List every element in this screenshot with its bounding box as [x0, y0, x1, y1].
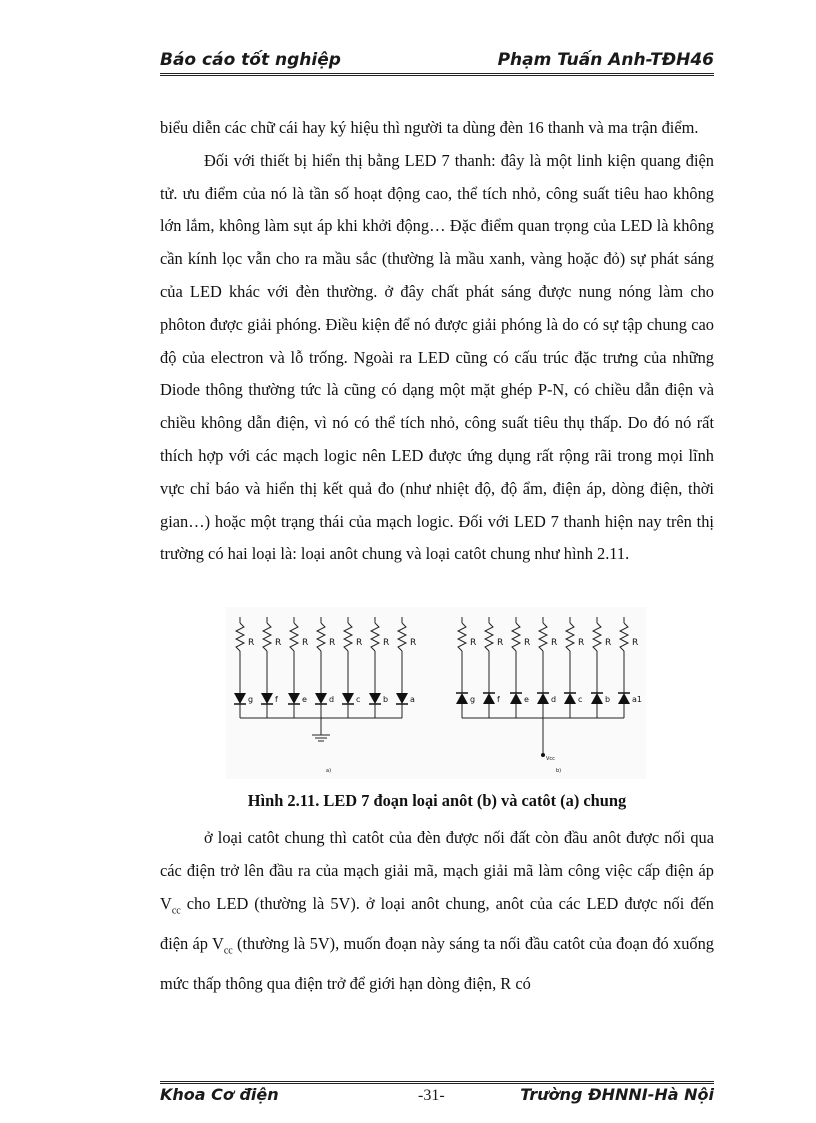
- vcc-terminal: [541, 753, 545, 757]
- left-segment-label-6: a: [410, 695, 415, 704]
- left-resistor-4: [344, 623, 352, 651]
- figure-caption: Hình 2.11. LED 7 đoạn loại anôt (b) và catôt (a) chung: [247, 791, 627, 810]
- circuit-diagram: [226, 607, 646, 779]
- right-resistor-0: [458, 623, 466, 651]
- left-resistor-3: [317, 623, 325, 651]
- left-resistor-label-0: R: [248, 638, 255, 648]
- right-resistor-6: [620, 623, 628, 651]
- left-diode-2: [288, 693, 300, 704]
- left-segment-label-3: d: [329, 695, 335, 704]
- left-resistor-6: [398, 623, 406, 651]
- right-segment-label-4: c: [578, 695, 583, 704]
- left-resistor-5: [371, 623, 379, 651]
- page-number: -31-: [418, 1087, 445, 1104]
- right-resistor-label-0: R: [470, 638, 477, 648]
- header-author: Phạm Tuấn Anh-TĐH46: [497, 50, 714, 70]
- footer-university: Trường ĐHNNI-Hà Nội: [520, 1085, 714, 1104]
- footer-rule: [160, 1081, 714, 1084]
- left-sub-label: a): [326, 768, 332, 774]
- left-diode-4: [342, 693, 354, 704]
- left-diode-6: [396, 693, 408, 704]
- right-segment-label-5: b: [605, 695, 611, 704]
- left-diode-1: [261, 693, 273, 704]
- left-resistor-label-4: R: [356, 638, 363, 648]
- right-segment-label-2: e: [524, 695, 529, 704]
- right-diode-3: [537, 693, 549, 704]
- right-resistor-3: [539, 623, 547, 651]
- right-resistor-label-5: R: [605, 638, 612, 648]
- para3-sub-2: cc: [223, 944, 233, 956]
- vcc-label: Vcc: [546, 756, 555, 762]
- right-resistor-label-2: R: [524, 638, 531, 648]
- right-resistor-label-6: R: [632, 638, 639, 648]
- right-diode-4: [564, 693, 576, 704]
- paragraph-continued: biểu diễn các chữ cái hay ký hiệu thì người ta dùng đèn 16 thanh và ma trận điểm.: [160, 118, 699, 137]
- right-diode-0: [456, 693, 468, 704]
- page-footer: [160, 1085, 714, 1107]
- right-resistor-label-4: R: [578, 638, 585, 648]
- right-diode-2: [510, 693, 522, 704]
- left-resistor-label-5: R: [383, 638, 390, 648]
- body-text-2: [160, 822, 714, 1001]
- right-segment-label-3: d: [551, 695, 557, 704]
- para3-text-2: cho LED (thường là 5V). ở loại anôt chung, anôt của các LED được nối đến điện áp V: [160, 893, 714, 953]
- right-resistor-label-1: R: [497, 638, 504, 648]
- right-resistor-4: [566, 623, 574, 651]
- left-segment-label-4: c: [356, 695, 361, 704]
- figure-led-7-segment-circuit: [226, 607, 646, 779]
- left-segment-label-5: b: [383, 695, 389, 704]
- left-segment-label-1: f: [275, 695, 278, 704]
- paragraph-common-cathode: [160, 822, 714, 1001]
- right-resistor-1: [485, 623, 493, 651]
- para3-sub-1: cc: [171, 904, 181, 916]
- right-diode-1: [483, 693, 495, 704]
- left-resistor-label-6: R: [410, 638, 417, 648]
- left-diode-3: [315, 693, 327, 704]
- paragraph-led-7-segment: Đối với thiết bị hiển thị bằng LED 7 thanh: đây là một linh kiện quang điện tử. ưu điểm của nó là tần số hoạt động cao, thể tích nhỏ, công suất tiêu hao không lớn lắm, không làm sụt áp khi khởi động… Đặc điểm quan trọng của LED là không cần kính lọc vẫn cho ra mầu sắc (thường là mầu xanh, vàng hoặc đỏ) sự phát sáng của LED khác với đèn thường. ở đây chất phát sáng được nung nóng làm cho phôton được giải phóng. Điều kiện để nó được giải phóng là do có sự tập chung cao độ của electron và lỗ trống. Ngoài ra LED cũng có cấu trúc đặc trưng của những Diode thông thường tức là cũng có dạng một mặt ghép P-N, có chiều dẫn điện và chiều không dẫn điện, vì nó có thể tích nhỏ, công suất tiêu thụ thấp. Do đó nó rất thích hợp với các mạch logic nên LED được ứng dụng rất rộng rãi trong mọi lĩnh vực chỉ báo và hiển thị kết quả đo (như nhiệt độ, độ ẩm, điện áp, dòng điện, thời gian…) hoặc một trạng thái của mạch logic. Đối với LED 7 thanh hiện nay trên thị trường có hai loại là: loại anôt chung và loại catôt chung như hình 2.11.: [160, 150, 714, 564]
- left-resistor-0: [236, 623, 244, 651]
- header-rule: [160, 73, 714, 76]
- right-resistor-label-3: R: [551, 638, 558, 648]
- right-segment-label-1: f: [497, 695, 500, 704]
- right-diode-6: [618, 693, 630, 704]
- page-header: [160, 50, 714, 72]
- left-diode-5: [369, 693, 381, 704]
- left-resistor-label-3: R: [329, 638, 336, 648]
- para3-text-3: (thường là 5V), muốn đoạn này sáng ta nối đầu catôt của đoạn đó xuống mức thấp thông qua điện trở để giới hạn dòng điện, R có: [160, 933, 714, 993]
- left-diode-0: [234, 693, 246, 704]
- left-resistor-label-1: R: [275, 638, 282, 648]
- right-segment-label-6: a1: [632, 695, 642, 704]
- left-resistor-2: [290, 623, 298, 651]
- left-resistor-1: [263, 623, 271, 651]
- left-segment-label-0: g: [248, 695, 254, 704]
- right-resistor-2: [512, 623, 520, 651]
- left-segment-label-2: e: [302, 695, 307, 704]
- right-segment-label-0: g: [470, 695, 476, 704]
- right-diode-5: [591, 693, 603, 704]
- footer-faculty: Khoa Cơ điện: [160, 1085, 279, 1104]
- right-sub-label: b): [556, 768, 562, 774]
- right-resistor-5: [593, 623, 601, 651]
- header-report-title: Báo cáo tốt nghiệp: [160, 50, 341, 70]
- para3-text-1: ở loại catôt chung thì catôt của đèn được nối đất còn đầu anôt được nối qua các điện trở lên đầu ra của mạch giải mã, mạch giải mã làm công việc cấp điện áp V: [160, 828, 714, 913]
- left-resistor-label-2: R: [302, 638, 309, 648]
- body-text: [160, 112, 714, 571]
